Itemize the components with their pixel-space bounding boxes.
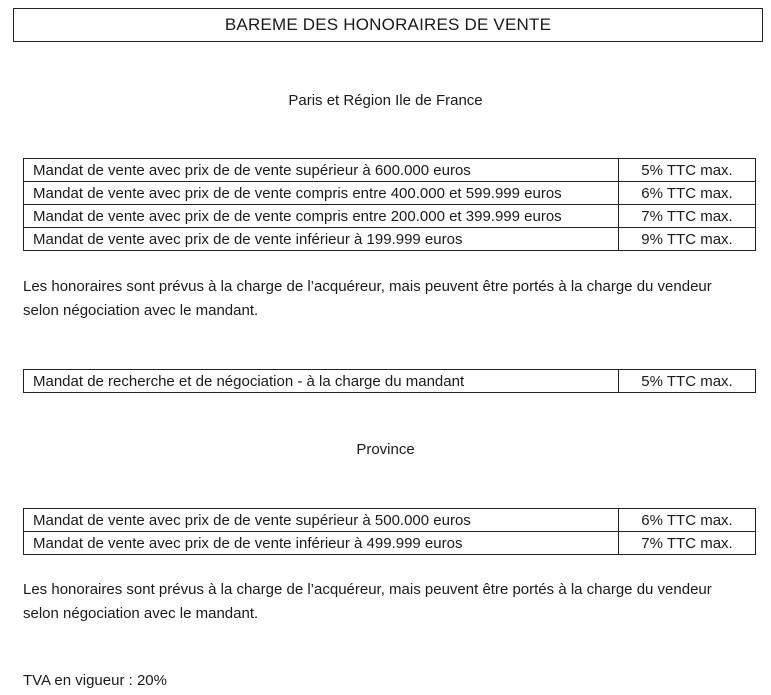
table-row [24,370,756,393]
table-row [24,228,756,251]
fee-rate: 7% TTC max. [619,532,756,555]
table-row [24,205,756,228]
fee-label: Mandat de recherche et de négociation - à la charge du mandant [24,370,619,393]
search-mandate-table [23,369,756,393]
fee-label: Mandat de vente avec prix de de vente compris entre 200.000 et 399.999 euros [24,205,619,228]
fee-rate: 5% TTC max. [619,159,756,182]
table-row [24,182,756,205]
province-fee-note [23,578,763,626]
fee-label: Mandat de vente avec prix de de vente inférieur à 499.999 euros [24,532,619,555]
province-fee-table [23,508,756,555]
paris-fee-note-line-1: Les honoraires sont prévus à la charge de l’acquéreur, mais peuvent être portés à la charge du vendeur [23,278,712,295]
paris-section-heading: Paris et Région Ile de France [288,92,483,109]
province-section-heading: Province [356,441,415,458]
paris-fee-note [23,275,763,323]
fee-rate: 7% TTC max. [619,205,756,228]
fee-rate: 6% TTC max. [619,182,756,205]
fee-rate: 6% TTC max. [619,509,756,532]
tva-rate: TVA en vigueur : 20% [23,672,167,689]
page-title-text: BAREME DES HONORAIRES DE VENTE [224,15,552,34]
paris-fee-table [23,158,756,251]
province-fee-note-line-1: Les honoraires sont prévus à la charge de l’acquéreur, mais peuvent être portés à la charge du vendeur [23,581,712,598]
fee-rate: 5% TTC max. [619,370,756,393]
province-fee-note-line-2: selon négociation avec le mandant. [23,605,259,622]
fee-label: Mandat de vente avec prix de de vente supérieur à 600.000 euros [24,159,619,182]
fee-rate: 9% TTC max. [619,228,756,251]
table-row [24,532,756,555]
fee-label: Mandat de vente avec prix de de vente compris entre 400.000 et 599.999 euros [24,182,619,205]
page-title [13,8,763,42]
table-row [24,509,756,532]
fee-label: Mandat de vente avec prix de de vente inférieur à 199.999 euros [24,228,619,251]
table-row [24,159,756,182]
paris-fee-note-line-2: selon négociation avec le mandant. [23,302,259,319]
fee-label: Mandat de vente avec prix de de vente supérieur à 500.000 euros [24,509,619,532]
